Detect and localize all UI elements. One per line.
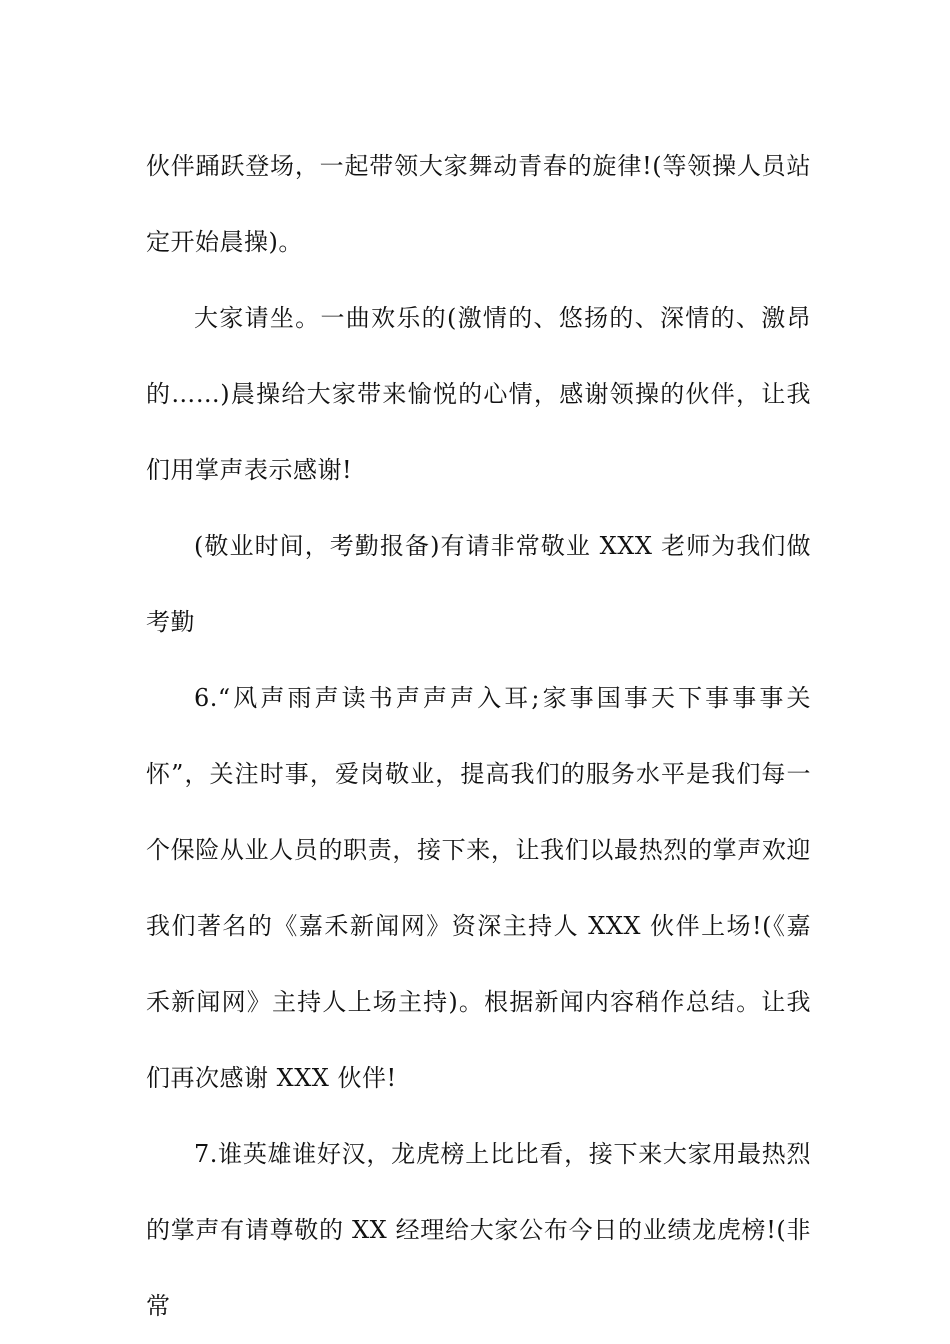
document-body <box>146 128 811 1344</box>
paragraph-news-section: 6.“风声雨声读书声声声入耳;家事国事天下事事事关怀”，关注时事，爱岗敬业，提高我们的服务水平是我们每一个保险从业人员的职责，接下来，让我们以最热烈的掌声欢迎我们著名的《嘉禾新闻网》资深主持人 XXX 伙伴上场!(《嘉禾新闻网》主持人上场主持)。根据新闻内容稍作总结。让我们再次感谢 XXX 伙伴! <box>146 684 811 1092</box>
paragraph-morning-exercise-thanks: 大家请坐。一曲欢乐的(激情的、悠扬的、深情的、激昂的……)晨操给大家带来愉悦的心情，感谢领操的伙伴，让我们用掌声表示感谢! <box>146 304 811 484</box>
paragraph-continuation: 伙伴踊跃登场，一起带领大家舞动青春的旋律!(等领操人员站定开始晨操)。 <box>146 152 811 256</box>
paragraph-attendance: (敬业时间，考勤报备)有请非常敬业 XXX 老师为我们做考勤 <box>146 532 811 636</box>
paragraph-leaderboard: 7.谁英雄谁好汉，龙虎榜上比比看，接下来大家用最热烈的掌声有请尊敬的 XX 经理给大家公布今日的业绩龙虎榜!(非常 <box>146 1140 811 1320</box>
